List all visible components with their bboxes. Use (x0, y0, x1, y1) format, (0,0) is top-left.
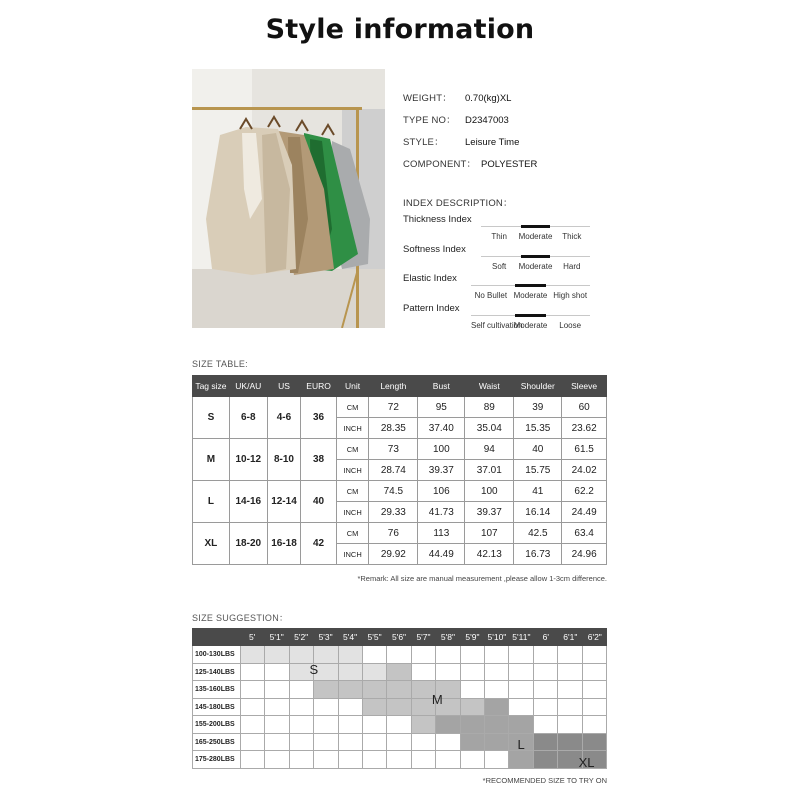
height-header: 5'1" (269, 632, 284, 642)
suggestion-cell (290, 716, 314, 733)
euro-cell: 38 (301, 439, 337, 481)
info-style (403, 134, 519, 148)
weight-label: 165-250LBS (193, 734, 241, 751)
suggestion-cell (461, 716, 485, 733)
height-header: 6'2" (587, 632, 602, 642)
measurement-cell: 29.92 (369, 544, 418, 565)
measurement-cell: 23.62 (562, 418, 607, 439)
weight-label: 155-200LBS (193, 716, 241, 733)
suggestion-cell (583, 716, 607, 733)
size-column-header: Bust (418, 376, 465, 397)
suggestion-cell (241, 699, 265, 716)
measurement-cell: 39 (514, 397, 562, 418)
suggestion-cell (534, 699, 558, 716)
unit-cell: CM (336, 481, 368, 502)
euro-cell: 40 (301, 481, 337, 523)
measurement-cell: 35.04 (465, 418, 514, 439)
index-row (403, 214, 603, 242)
weight-row (193, 751, 607, 769)
suggestion-cell (558, 646, 582, 663)
measurement-cell: 100 (465, 481, 514, 502)
weight-row (193, 661, 607, 682)
measurement-cell: 72 (369, 397, 418, 418)
measurement-cell: 39.37 (418, 460, 465, 481)
info-weight (403, 90, 511, 104)
suggestion-cell (339, 716, 363, 733)
unit-cell: INCH (336, 418, 368, 439)
size-table (192, 375, 607, 565)
suggestion-cell (387, 646, 411, 663)
size-row-cm (193, 397, 607, 418)
info-value: POLYESTER (481, 159, 538, 170)
info-type-no (403, 112, 509, 126)
info-key: COMPONENT： (403, 159, 477, 170)
measurement-cell: 62.2 (562, 481, 607, 502)
size-row-cm (193, 439, 607, 460)
suggestion-cell (241, 681, 265, 698)
suggestion-cell (387, 699, 411, 716)
suggestion-cell (241, 751, 265, 768)
suggestion-cell (290, 699, 314, 716)
measurement-cell: 44.49 (418, 544, 465, 565)
measurement-cell: 107 (465, 523, 514, 544)
suggestion-cell (290, 681, 314, 698)
grid-body (192, 646, 607, 769)
uk-au-cell: 18-20 (229, 523, 267, 565)
suggestion-cell (509, 699, 533, 716)
measurement-cell: 24.02 (562, 460, 607, 481)
suggestion-cell (509, 664, 533, 681)
suggestion-cell (363, 751, 387, 768)
suggestion-cell (485, 664, 509, 681)
info-key: STYLE： (403, 137, 444, 148)
tag-size-cell: XL (193, 523, 230, 565)
index-scale-label: Self cultivation (471, 321, 523, 330)
euro-cell: 36 (301, 397, 337, 439)
height-header: 5'9" (465, 632, 480, 642)
suggestion-cell (534, 751, 558, 768)
height-header: 5'4" (343, 632, 358, 642)
unit-cell: CM (336, 397, 368, 418)
suggestion-cell (363, 646, 387, 663)
size-column-header: Sleeve (562, 376, 607, 397)
product-photo (192, 69, 385, 328)
suggestion-cell (339, 646, 363, 663)
suggestion-cell (558, 734, 582, 751)
measurement-cell: 61.5 (562, 439, 607, 460)
suggestion-cell (534, 716, 558, 733)
measurement-cell: 76 (369, 523, 418, 544)
suggestion-cell (387, 664, 411, 681)
suggestion-cell (314, 646, 338, 663)
remark-note: *Remark: All size are manual measurement ,please allow 1-3cm difference. (357, 574, 607, 583)
index-scale-label: Thin (491, 232, 507, 241)
suggestion-cell (412, 716, 436, 733)
suggestion-cell (534, 646, 558, 663)
suggestion-cell (241, 646, 265, 663)
size-column-header: Waist (465, 376, 514, 397)
suggestion-cell (412, 751, 436, 768)
info-value: Leisure Time (465, 137, 520, 148)
suggestion-cell (534, 664, 558, 681)
suggestion-cell (241, 734, 265, 751)
uk-au-cell: 6-8 (229, 397, 267, 439)
size-column-header: Unit (336, 376, 368, 397)
measurement-cell: 73 (369, 439, 418, 460)
measurement-cell: 28.35 (369, 418, 418, 439)
size-column-header: Shoulder (514, 376, 562, 397)
index-scale-label: No Bullet (474, 291, 508, 300)
weight-label: 100-130LBS (193, 646, 241, 663)
suggestion-cell (509, 646, 533, 663)
unit-cell: CM (336, 523, 368, 544)
suggestion-cell (241, 716, 265, 733)
index-scale-label: Soft (492, 262, 507, 271)
measurement-cell: 40 (514, 439, 562, 460)
us-cell: 16-18 (267, 523, 300, 565)
tag-size-cell: M (193, 439, 230, 481)
suggestion-cell (461, 699, 485, 716)
height-header: 5' (249, 632, 256, 642)
suggestion-cell (412, 734, 436, 751)
suggestion-cell (290, 734, 314, 751)
suggestion-cell (265, 646, 289, 663)
us-cell: 4-6 (267, 397, 300, 439)
size-zone-label: S (309, 661, 319, 677)
index-scale-label: Moderate (518, 232, 553, 241)
suggestion-cell (583, 699, 607, 716)
suggestion-cell (509, 751, 533, 768)
index-selected-marker (521, 255, 550, 258)
page-title: Style information (265, 14, 535, 45)
size-column-header: Length (369, 376, 418, 397)
suggestion-cell (363, 664, 387, 681)
height-header: 5'10" (487, 632, 507, 642)
index-name: Softness Index (403, 244, 466, 255)
suggestion-cell (387, 734, 411, 751)
measurement-cell: 16.14 (514, 502, 562, 523)
info-key: WEIGHT： (403, 93, 452, 104)
measurement-cell: 94 (465, 439, 514, 460)
euro-cell: 42 (301, 523, 337, 565)
suggestion-cell (339, 681, 363, 698)
size-table-header (193, 376, 607, 397)
measurement-cell: 74.5 (369, 481, 418, 502)
height-header: 5'5" (367, 632, 382, 642)
measurement-cell: 41 (514, 481, 562, 502)
suggestion-cell (314, 734, 338, 751)
suggestion-cell (363, 699, 387, 716)
size-zone-label: M (431, 691, 443, 707)
info-component (403, 156, 537, 170)
suggestion-cell (534, 734, 558, 751)
measurement-cell: 106 (418, 481, 465, 502)
index-selected-marker (521, 225, 550, 228)
index-scale-label: Moderate (518, 262, 553, 271)
unit-cell: CM (336, 439, 368, 460)
suggestion-cell (265, 699, 289, 716)
size-suggestion-grid (192, 628, 607, 769)
suggestion-cell (314, 699, 338, 716)
suggestion-cell (436, 734, 460, 751)
suggestion-cell (265, 751, 289, 768)
us-cell: 8-10 (267, 439, 300, 481)
index-row (403, 303, 603, 331)
us-cell: 12-14 (267, 481, 300, 523)
info-value: D2347003 (465, 115, 509, 126)
size-row-cm (193, 481, 607, 502)
suggestion-cell (558, 681, 582, 698)
suggestion-cell (509, 681, 533, 698)
measurement-cell: 41.73 (418, 502, 465, 523)
suggestion-cell (363, 716, 387, 733)
suggestion-cell (412, 664, 436, 681)
measurement-cell: 37.01 (465, 460, 514, 481)
unit-cell: INCH (336, 544, 368, 565)
suggestion-cell (387, 751, 411, 768)
height-header: 5'6" (391, 632, 407, 642)
suggestion-cell (363, 734, 387, 751)
tag-size-cell: S (193, 397, 230, 439)
index-scale-label: Loose (559, 321, 582, 330)
size-suggestion-label: SIZE SUGGESTION： (192, 613, 289, 623)
suggestion-cell (314, 716, 338, 733)
suggestion-cell (436, 646, 460, 663)
suggestion-cell (339, 734, 363, 751)
uk-au-cell: 10-12 (229, 439, 267, 481)
weight-label: 175-280LBS (193, 751, 241, 768)
suggestion-cell (461, 681, 485, 698)
index-name: Elastic Index (403, 273, 457, 284)
index-name: Pattern Index (403, 303, 460, 314)
weight-label: 125-140LBS (193, 664, 241, 681)
blazers-on-rack-image (192, 69, 385, 328)
suggestion-cell (583, 664, 607, 681)
info-value: 0.70(kg)XL (465, 93, 512, 104)
suggestion-cell (485, 646, 509, 663)
weight-row (193, 734, 607, 752)
suggestion-cell (558, 664, 582, 681)
weight-row (193, 681, 607, 699)
measurement-cell: 24.96 (562, 544, 607, 565)
measurement-cell: 15.75 (514, 460, 562, 481)
suggestion-cell (387, 716, 411, 733)
suggestion-cell (265, 681, 289, 698)
suggestion-cell (461, 646, 485, 663)
height-header: 6' (542, 632, 550, 642)
size-zone-label: XL (578, 754, 595, 770)
size-zone-label: L (517, 737, 525, 752)
size-table-label: SIZE TABLE: (192, 359, 248, 369)
suggestion-cell (436, 716, 460, 733)
suggestion-cell (314, 681, 338, 698)
uk-au-cell: 14-16 (229, 481, 267, 523)
suggestion-cell (314, 751, 338, 768)
info-key: TYPE NO： (403, 115, 456, 126)
suggestion-cell (485, 734, 509, 751)
index-scale-label: Moderate (513, 291, 548, 300)
weight-row (193, 716, 607, 734)
measurement-cell: 15.35 (514, 418, 562, 439)
suggestion-cell (290, 751, 314, 768)
suggestion-cell (485, 716, 509, 733)
size-column-header: EURO (301, 376, 337, 397)
suggestion-cell (412, 646, 436, 663)
grid-header (192, 628, 607, 646)
suggestion-cell (558, 699, 582, 716)
suggestion-cell (387, 681, 411, 698)
suggestion-cell (558, 716, 582, 733)
measurement-cell: 100 (418, 439, 465, 460)
suggestion-cell (241, 664, 265, 681)
unit-cell: INCH (336, 502, 368, 523)
suggestion-cell (363, 681, 387, 698)
suggestion-cell (339, 751, 363, 768)
measurement-cell: 63.4 (562, 523, 607, 544)
height-header: 5'7" (416, 632, 431, 642)
suggestion-cell (485, 751, 509, 768)
weight-label: 145-180LBS (193, 699, 241, 716)
index-description-title: INDEX DESCRIPTION： (403, 198, 513, 209)
measurement-cell: 37.40 (418, 418, 465, 439)
index-row (403, 244, 603, 272)
weight-row (193, 699, 607, 717)
measurement-cell: 16.73 (514, 544, 562, 565)
measurement-cell: 42.13 (465, 544, 514, 565)
height-header: 6'1" (563, 632, 578, 642)
unit-cell: INCH (336, 460, 368, 481)
suggestion-cell (339, 664, 363, 681)
measurement-cell: 42.5 (514, 523, 562, 544)
size-column-header: UK/AU (229, 376, 267, 397)
suggestion-cell (265, 664, 289, 681)
index-selected-marker (515, 314, 547, 317)
height-header: 5'2" (294, 632, 309, 642)
measurement-cell: 89 (465, 397, 514, 418)
suggestion-cell (461, 734, 485, 751)
index-scale-label: High shot (553, 291, 588, 300)
suggestion-cell (583, 646, 607, 663)
index-row (403, 273, 603, 301)
suggestion-cell (265, 716, 289, 733)
suggestion-cell (509, 716, 533, 733)
measurement-cell: 24.49 (562, 502, 607, 523)
measurement-cell: 60 (562, 397, 607, 418)
size-column-header: US (267, 376, 300, 397)
suggestion-cell (436, 751, 460, 768)
suggestion-cell (583, 681, 607, 698)
height-header: 5'11" (512, 632, 531, 642)
tag-size-cell: L (193, 481, 230, 523)
height-header: 5'3" (318, 632, 333, 642)
measurement-cell: 28.74 (369, 460, 418, 481)
grid-corner (192, 628, 240, 646)
size-column-header: Tag size (193, 376, 230, 397)
suggestion-cell (436, 664, 460, 681)
recommend-note: *RECOMMENDED SIZE TO TRY ON (482, 776, 607, 785)
suggestion-cell (534, 681, 558, 698)
measurement-cell: 95 (418, 397, 465, 418)
index-scale-label: Thick (562, 232, 582, 241)
height-header: 5'8" (440, 632, 456, 642)
weight-label: 135-160LBS (193, 681, 241, 698)
index-selected-marker (515, 284, 547, 287)
measurement-cell: 29.33 (369, 502, 418, 523)
suggestion-cell (265, 734, 289, 751)
suggestion-cell (485, 681, 509, 698)
index-scale-label: Moderate (513, 321, 548, 330)
measurement-cell: 39.37 (465, 502, 514, 523)
size-row-cm (193, 523, 607, 544)
index-scale-label: Hard (563, 262, 581, 271)
suggestion-cell (461, 664, 485, 681)
measurement-cell: 113 (418, 523, 465, 544)
suggestion-cell (583, 734, 607, 751)
index-name: Thickness Index (403, 214, 472, 225)
suggestion-cell (290, 646, 314, 663)
suggestion-cell (485, 699, 509, 716)
suggestion-cell (339, 699, 363, 716)
weight-row (193, 646, 607, 664)
suggestion-cell (461, 751, 485, 768)
